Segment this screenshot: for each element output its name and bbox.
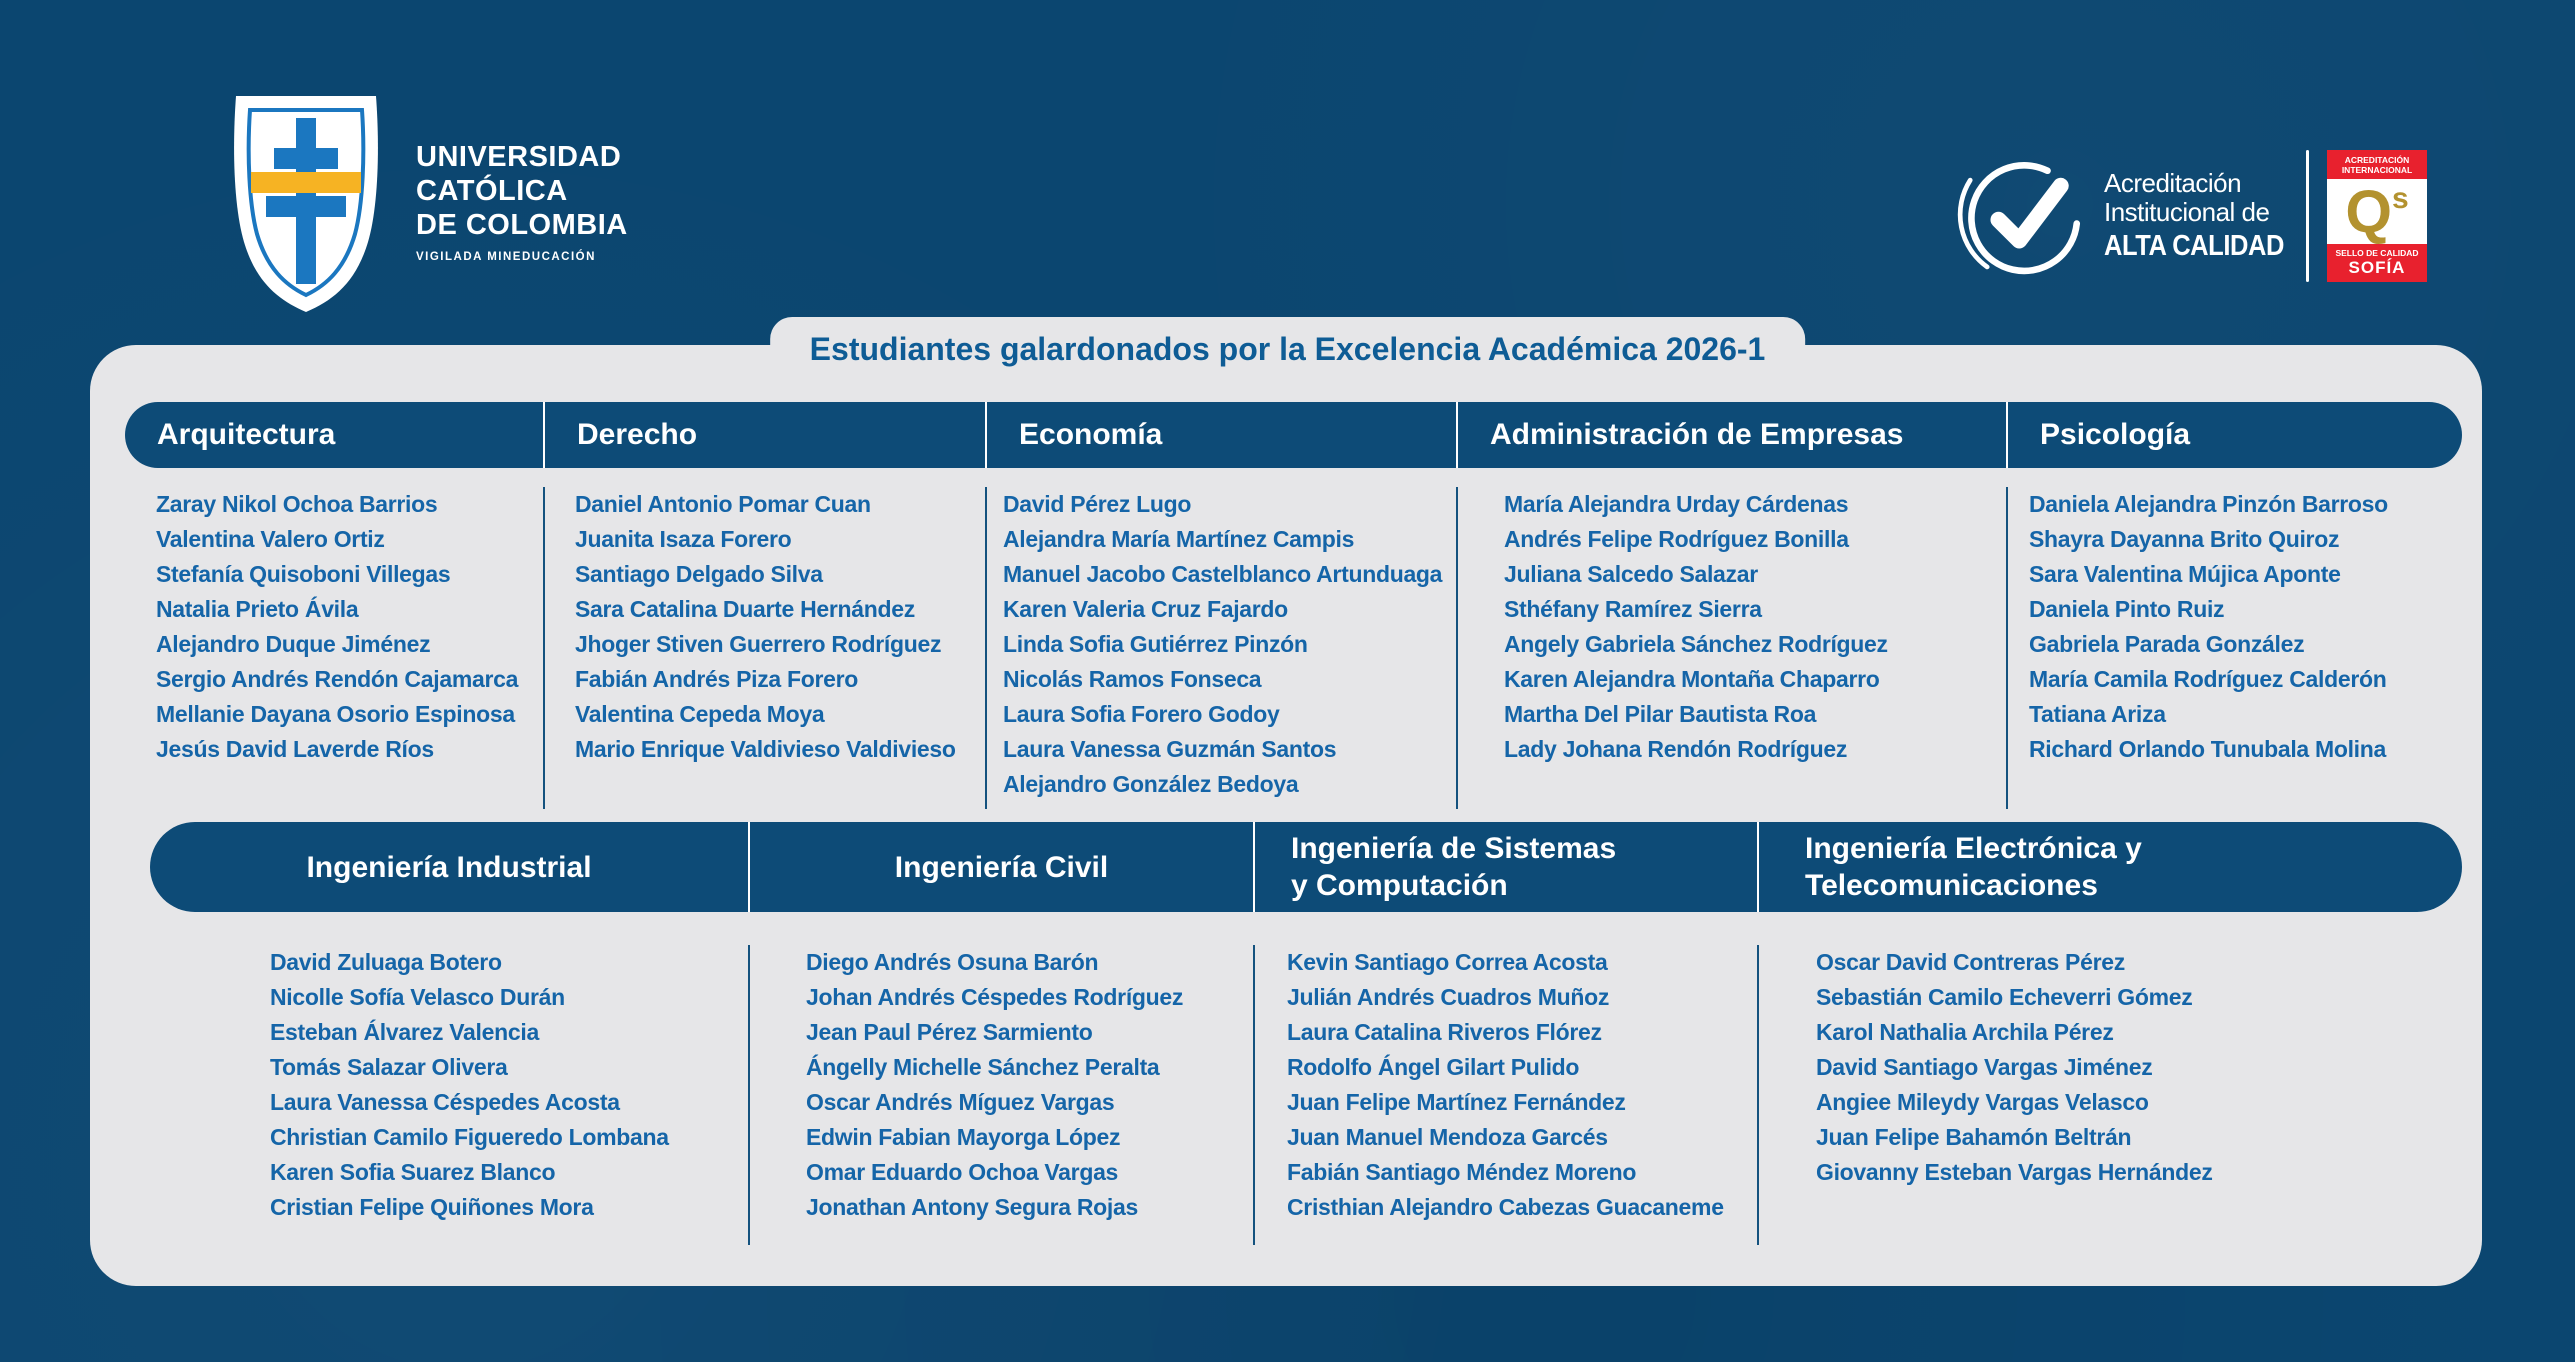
header-ing-industrial-line1: Ingeniería Industrial: [306, 850, 592, 884]
student-name: Sebastián Camilo Echeverri Gómez: [1816, 984, 2193, 1010]
student-name: Johan Andrés Céspedes Rodríguez: [806, 984, 1184, 1010]
qs-badge-footer-line2: SOFÍA: [2348, 258, 2406, 277]
student-name: Shayra Dayanna Brito Quiroz: [2029, 526, 2340, 552]
students-arquitectura: [125, 487, 543, 809]
student-name: Giovanny Esteban Vargas Hernández: [1816, 1159, 2213, 1185]
student-name: Tatiana Ariza: [2029, 701, 2166, 727]
qs-logo-q: Q: [2345, 177, 2392, 245]
qs-badge-footer: [2327, 244, 2427, 282]
student-name: María Alejandra Urday Cárdenas: [1504, 491, 1849, 517]
header-ing-electronica: [1757, 822, 2462, 912]
university-name-line1: UNIVERSIDAD: [416, 141, 622, 173]
student-name: Juanita Isaza Forero: [575, 526, 792, 552]
header-ing-sistemas: [1253, 822, 1757, 912]
student-name: Mellanie Dayana Osorio Espinosa: [156, 701, 515, 727]
qs-badge-footer-line1: SELLO DE CALIDAD: [2335, 248, 2419, 258]
qs-international-badge: [2327, 150, 2427, 282]
header-arquitectura: Arquitectura: [157, 418, 336, 451]
student-name: Alejandro González Bedoya: [1003, 771, 1299, 797]
student-name: Nicolle Sofía Velasco Durán: [270, 984, 565, 1010]
student-name: Cristhian Alejandro Cabezas Guacaneme: [1287, 1194, 1724, 1220]
student-name: Julián Andrés Cuadros Muñoz: [1287, 984, 1610, 1010]
header-ing-sistemas-line1: Ingeniería de Sistemas: [1291, 832, 1617, 865]
student-name: Fabián Santiago Méndez Moreno: [1287, 1159, 1637, 1185]
student-name: Richard Orlando Tunubala Molina: [2029, 736, 2387, 762]
university-logo: [222, 88, 628, 316]
student-name: Sara Catalina Duarte Hernández: [575, 596, 915, 622]
student-name: Nicolás Ramos Fonseca: [1003, 666, 1262, 692]
student-name: David Pérez Lugo: [1003, 491, 1192, 517]
header-ing-sistemas-line2: y Computación: [1291, 869, 1508, 902]
student-name: Oscar Andrés Míguez Vargas: [806, 1089, 1115, 1115]
header-ing-electronica-line2: Telecomunicaciones: [1805, 869, 2098, 902]
accreditation-line1: Acreditación: [2104, 168, 2242, 198]
checkmark-seal-icon: [1956, 150, 2090, 282]
student-name: Gabriela Parada González: [2029, 631, 2305, 657]
student-name: Angiee Mileydy Vargas Velasco: [1816, 1089, 2149, 1115]
students-administracion: [1456, 487, 2006, 809]
student-name: Christian Camilo Figueredo Lombana: [270, 1124, 669, 1150]
header-ing-electronica-line1: Ingeniería Electrónica y: [1805, 832, 2142, 865]
accreditation-divider: [2306, 150, 2309, 282]
student-name: Diego Andrés Osuna Barón: [806, 949, 1099, 975]
qs-badge-header-line1: ACREDITACIÓN: [2344, 155, 2410, 165]
student-name: Daniela Pinto Ruiz: [2029, 596, 2225, 622]
student-name: David Santiago Vargas Jiménez: [1816, 1054, 2153, 1080]
qs-badge-header: [2327, 150, 2427, 179]
student-name: Santiago Delgado Silva: [575, 561, 823, 587]
header-ing-industrial: [150, 822, 748, 912]
student-name: Valentina Valero Ortiz: [156, 526, 385, 552]
student-name: Oscar David Contreras Pérez: [1816, 949, 2125, 975]
student-name: Jesús David Laverde Ríos: [156, 736, 434, 762]
student-name: Laura Catalina Riveros Flórez: [1287, 1019, 1602, 1045]
student-name: Jean Paul Pérez Sarmiento: [806, 1019, 1093, 1045]
student-name: Natalia Prieto Ávila: [156, 596, 359, 622]
programs-header-row1: [125, 402, 2462, 468]
university-name-line3: DE COLOMBIA: [416, 209, 628, 241]
header-derecho: Derecho: [543, 402, 985, 468]
header-ing-civil-line1: Ingeniería Civil: [894, 850, 1109, 884]
accreditation-line3: ALTA CALIDAD: [2104, 230, 2284, 262]
qs-logo-s: s: [2391, 181, 2409, 215]
header-psicologia: Psicología: [2006, 402, 2462, 468]
students-panel: [90, 345, 2482, 1286]
student-name: Laura Sofia Forero Godoy: [1003, 701, 1280, 727]
students-ing-electronica: [1757, 945, 2462, 1245]
students-ing-civil: [748, 945, 1253, 1245]
student-name: Sergio Andrés Rendón Cajamarca: [156, 666, 519, 692]
student-name: Tomás Salazar Olivera: [270, 1054, 508, 1080]
student-name: Karen Valeria Cruz Fajardo: [1003, 596, 1288, 622]
qs-badge-header-line2: INTERNACIONAL: [2341, 165, 2413, 175]
student-name: Juan Manuel Mendoza Garcés: [1287, 1124, 1608, 1150]
student-name: María Camila Rodríguez Calderón: [2029, 666, 2387, 692]
university-shield-icon: [222, 88, 390, 316]
university-name-line2: CATÓLICA: [416, 175, 568, 207]
student-name: Karol Nathalia Archila Pérez: [1816, 1019, 2114, 1045]
student-name: David Zuluaga Botero: [270, 949, 502, 975]
student-name: Manuel Jacobo Castelblanco Artunduaga: [1003, 561, 1443, 587]
students-row1: [125, 487, 2462, 809]
student-name: Laura Vanessa Céspedes Acosta: [270, 1089, 620, 1115]
student-name: Ángelly Michelle Sánchez Peralta: [806, 1054, 1160, 1080]
student-name: Martha Del Pilar Bautista Roa: [1504, 701, 1817, 727]
header-economia: Economía: [985, 402, 1456, 468]
students-derecho: [543, 487, 985, 809]
qs-logo: [2327, 179, 2427, 244]
students-economia: [985, 487, 1456, 809]
student-name: Mario Enrique Valdivieso Valdivieso: [575, 736, 956, 762]
student-name: Rodolfo Ángel Gilart Pulido: [1287, 1054, 1580, 1080]
student-name: Cristian Felipe Quiñones Mora: [270, 1194, 594, 1220]
page-title: Estudiantes galardonados por la Excelencia Académica 2026-1: [809, 330, 1766, 367]
students-psicologia: [2006, 487, 2462, 809]
student-name: Andrés Felipe Rodríguez Bonilla: [1504, 526, 1849, 552]
student-name: Fabián Andrés Piza Forero: [575, 666, 859, 692]
student-name: Jonathan Antony Segura Rojas: [806, 1194, 1138, 1220]
student-name: Esteban Álvarez Valencia: [270, 1019, 539, 1045]
header-ing-civil: [748, 822, 1253, 912]
student-name: Lady Johana Rendón Rodríguez: [1504, 736, 1848, 762]
students-row2: [150, 945, 2462, 1245]
student-name: Jhoger Stiven Guerrero Rodríguez: [575, 631, 942, 657]
students-ing-industrial: [150, 945, 748, 1245]
accreditation-line2: Institucional de: [2104, 197, 2270, 227]
student-name: Linda Sofia Gutiérrez Pinzón: [1003, 631, 1308, 657]
student-name: Karen Alejandra Montaña Chaparro: [1504, 666, 1880, 692]
header-administracion: Administración de Empresas: [1456, 402, 2006, 468]
student-name: Angely Gabriela Sánchez Rodríguez: [1504, 631, 1888, 657]
student-name: Kevin Santiago Correa Acosta: [1287, 949, 1608, 975]
student-name: Juan Felipe Bahamón Beltrán: [1816, 1124, 2132, 1150]
title-banner: [770, 317, 1806, 381]
student-name: Juan Felipe Martínez Fernández: [1287, 1089, 1626, 1115]
student-name: Zaray Nikol Ochoa Barrios: [156, 491, 438, 517]
student-name: Stefanía Quisoboni Villegas: [156, 561, 451, 587]
accreditation-text: [2104, 169, 2300, 263]
student-name: Sara Valentina Mújica Aponte: [2029, 561, 2341, 587]
student-name: Valentina Cepeda Moya: [575, 701, 825, 727]
student-name: Omar Eduardo Ochoa Vargas: [806, 1159, 1119, 1185]
university-name: [416, 140, 628, 316]
student-name: Laura Vanessa Guzmán Santos: [1003, 736, 1337, 762]
student-name: Daniel Antonio Pomar Cuan: [575, 491, 871, 517]
student-name: Alejandro Duque Jiménez: [156, 631, 431, 657]
accreditation-group: [1956, 150, 2427, 282]
programs-header-row2: [150, 822, 2462, 912]
student-name: Sthéfany Ramírez Sierra: [1504, 596, 1762, 622]
university-tagline: VIGILADA MINEDUCACIÓN: [416, 251, 596, 263]
student-name: Juliana Salcedo Salazar: [1504, 561, 1758, 587]
student-name: Edwin Fabian Mayorga López: [806, 1124, 1121, 1150]
students-ing-sistemas: [1253, 945, 1757, 1245]
student-name: Alejandra María Martínez Campis: [1003, 526, 1355, 552]
student-name: Karen Sofia Suarez Blanco: [270, 1159, 556, 1185]
student-name: Daniela Alejandra Pinzón Barroso: [2029, 491, 2388, 517]
